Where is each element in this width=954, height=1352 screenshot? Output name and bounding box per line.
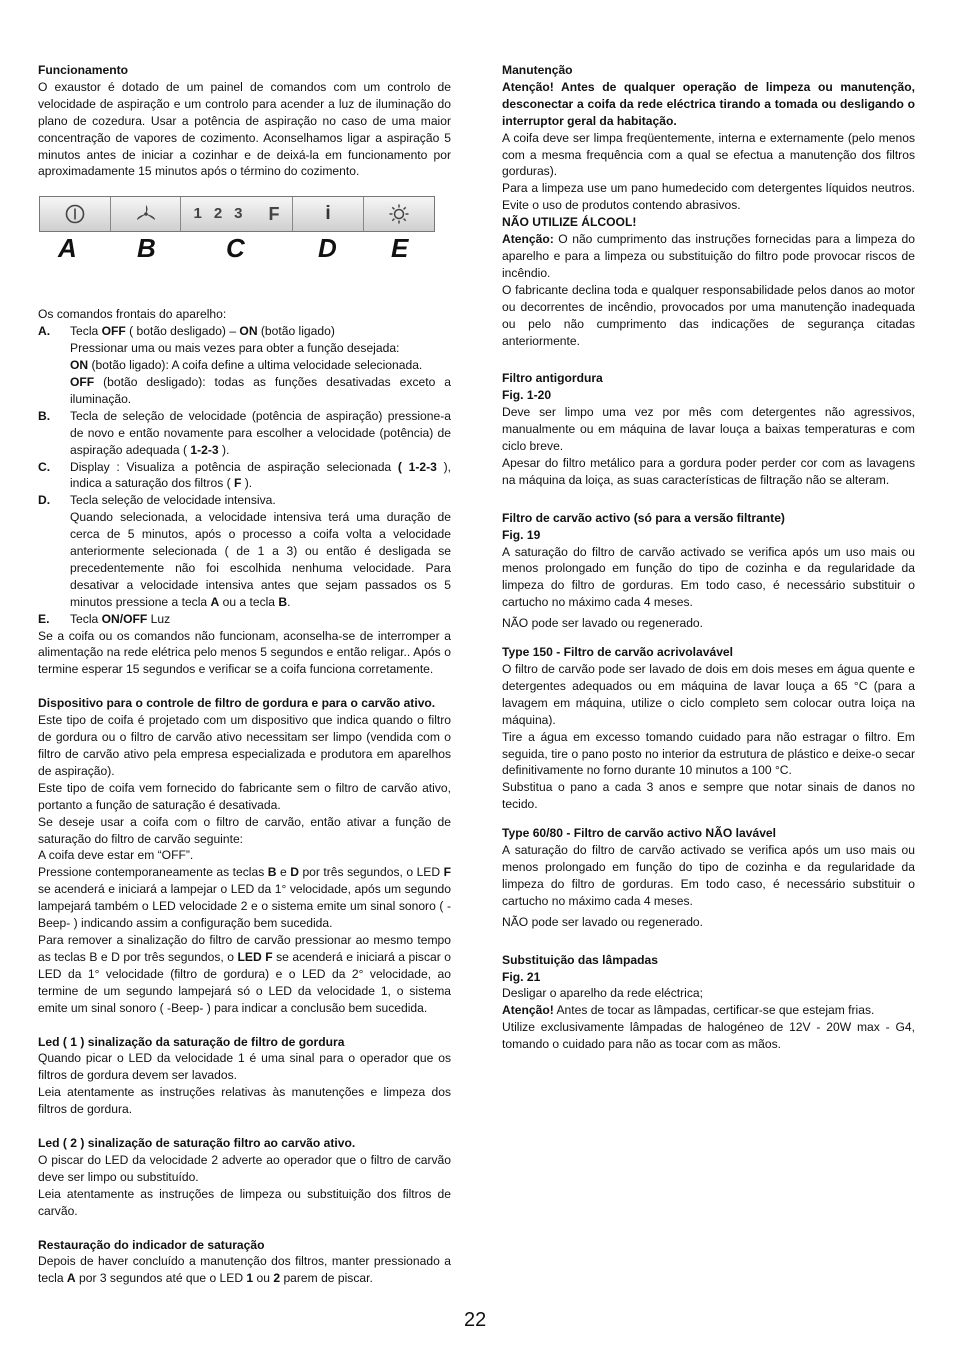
commands-intro: Os comandos frontais do aparelho: [38,307,227,322]
info-icon: i [325,202,331,224]
command-item-a-sub: Pressionar uma ou mais vezes para obter a função desejada: [70,341,400,356]
key-a-power [40,197,111,231]
power-icon [64,203,86,225]
display-digit-3: 3 [234,204,243,222]
section-title-manutencao: Manutenção [502,63,573,77]
page-number: 22 [464,1309,487,1331]
right-column: Manutenção Atenção! Antes de qualquer operação de limpeza ou manutenção, desconectar a coifa da rede eléctrica tirando a tomada ou desligando o interruptor geral da habitação. A coifa deve ser limpa freqüentemente, interna e externamente (pelo menos com a mesma frequência com a qual se efectua a manutenção dos filtros gorduras). Para a limpeza use um pano humedecido com detergentes líquidos neutros. Evite o uso de produtos contendo abrasivos. NÃO UTILIZE ÁLCOOL! Atenção: O não cumprimento das instruções fornecidas para a limpeza do aparelho e para a limpeza ou substituição do filtro pode provocar riscos de incêndio. O fabricante declina toda e qualquer responsabilidade pelos danos ao motor ou decorrentes de incêndio, provocados por uma manutenção inadequada ou pelo não cumprimento das indicações de segurança citadas anteriormente. Filtro antigordura Fig. 1-20 Deve ser limpo uma vez por mês com detergentes não agressivos, manualmente ou em máquina de lavar louça a baixas temperaturas e com ciclo breve. Apesar do filtro metálico para a gordura poder perder cor com as lavagens na máquina da loiça, as suas características de filtração não se alteram. Filtro de carvão activo (só para a versão filtrante) Fig. 19 A saturação do filtro de carvão activado se verifica após um uso mais ou menos prolongado em função do tipo de cozinha e da regularidade da limpeza do filtro de gorduras. Em todo caso, é necessário substituir o cartucho no máximo cada 4 meses. NÃO pode ser lavado ou regenerado. Type 150 - Filtro de carvão acrivolavável O filtro de carvão pode ser lavado de dois em dois meses em água quente e detergentes adequados ou em máquina de lavar louça a 65 °C (para a lavagem em máquina, utilize o ciclo completo sem colocar outra loiça na máquina). Tire a água em excesso tomando cuidado para não estragar o filtro. Em seguida, tire o pano posto no interior da estrutura de plástico e deixe-o secar definitivamente no forno durante 10 minutos a 100 °C. Substitua o pano a cada 3 anos e sempre que notar sinais de danos no tecido. Type 60/80 - Filtro de carvão activo NÃO lavável A saturação do filtro de carvão activado se verifica após um uso mais ou menos prolongado em função do tipo de cozinha e da regularidade da limpeza do filtro de gorduras. Em todo caso, é necessário substituir o cartucho no máximo cada 4 meses. NÃO pode ser lavado ou regenerado. Substituição das lâmpadas Fig. 21 Desligar o aparelho da rede eléctrica; Atenção! Antes de tocar as lâmpadas, certificar-se que estejam frias. Utilize exclusivamente lâmpadas de halogéneo de 12V - 20W max - G4, tomando o cuidado para não as tocar com as mãos. [502,63,915,1052]
section-title-type6080: Type 60/80 - Filtro de carvão activo NÃO lavável [502,826,777,841]
key-e-light [364,197,434,231]
section-title-filtro-carvao: Filtro de carvão activo (só para a versão filtrante) [502,510,785,525]
display-c [181,197,293,231]
command-item-e: E. Tecla ON/OFF Luz [38,611,171,626]
panel-letter-c: C [226,233,245,264]
control-panel-figure [38,182,451,306]
no-alcohol-warning: NÃO UTILIZE ÁLCOOL! [502,215,637,230]
left-column: Funcionamento O exaustor é dotado de um painel de comandos com um controlo de velocidade de aspiração e um controlo para acender a luz de iluminação do plano de cozedura. Usar a potência de aspiração no caso de uma maior concentração de vapores de cozimento. Aconselhamos ligar a aspiração 5 minutos antes de iniciar a cozinhar e de deixá-la em funcionamento por aproximadamente 15 minutos após o término do cozimento. 1 2 3 F i A B C D E Os comandos frontais do aparelho: A. Tecla OFF ( botão desligado) – ON (botão ligado) Pressionar uma ou mais vezes para obter a função desejada: ON (botão ligado): A coifa define a ultima velocidade selecionada. OFF (botão desligado): todas as funções desativadas exceto a iluminação. B. Tecla de seleção de velocidade (potência de aspiração) pressione-a de novo e então novamente para escolher a velocidade (potência) de aspiração adequada ( 1-2-3 ). C. Display : Visualiza a potência de aspiração selecionada ( 1-2-3 ), indica a saturação dos filtros ( F ). D. Tecla seleção de velocidade intensiva. Quando selecionada, a velocidade intensiva terá uma duração de cerca de 5 minutos, após o processo a coifa volta a velocidade anteriormente selecionada ( de 1 a 3) ou então é desligada se precedentemente não foi escolhida nenhuma velocidade. Para desativar a velocidade intensiva antes que sejam passados os 5 minutos pressione a tecla A ou a tecla B. E. Tecla ON/OFF Luz Se a coifa ou os comandos não funcionam, aconselha-se de interromper a alimentação na rede elétrica pelo menos 5 segundos e então religar.. Após o termine esperar 15 segundos e verificar se a coifa funciona corretamente. Dispositivo para o controle de filtro de gordura e para o carvão ativo. Este tipo de coifa é projetado com um dispositivo que indica quando o filtro de gordura ou o filtro de carvão ativo necessitam ser limpo (vendida com o filtro de carvão ativo pela empresa especializada e produtora em aparelhos de aspiração). Este tipo de coifa vem fornecido do fabricante sem o filtro de carvão ativo, portanto a função de saturação é desativada. Se deseje usar a coifa com o filtro de carvão, então ativar a função de saturação do filtro de carvão seguinte: A coifa deve estar em “OFF”. Pressione contemporaneamente as teclas B e D por três segundos, o LED F se acenderá e iniciará a lampejar o LED da 1° velocidade, após um segundo lampejará também o LED velocidade 2 e o sistema emite um sinal sonoro ( -Beep- ) indicando assim a configuração bem sucedida. Para remover a sinalização do filtro de carvão pressionar ao mesmo tempo as teclas B e D por três segundos, o LED F se acenderá e iniciará a piscar o LED da 1° velocidade (filtro de gordura) e o LED da 2° velocidade, ao termine de um segundo lampejará só o LED da velocidade 1, o sistema emite um sinal sonoro ( -Beep- ) para indicar a conclusão bem sucedida. Led ( 1 ) sinalização da saturação de filtro de gordura Quando picar o LED da velocidade 1 é uma sinal para o operador que os filtros de gordura devem ser lavados. Leia atentamente as instruções relativas às manutenções e limpeza dos filtros de gordura. Led ( 2 ) sinalização de saturação filtro ao carvão ativo. O piscar do LED da velocidade 2 adverte ao operador que o filtro de carvão deve ser limpo ou substituído. Leia atentamente as instruções de limpeza ou substituição dos filtros de carvão. Restauração do indicador de saturação Depois de haver concluído a manutenção dos filtros, manter pressionado a tecla A por 3 segundos até que o LED 1 ou 2 parem de piscar. [38,63,452,1286]
maintenance-warning: Atenção! Antes de qualquer operação de limpeza ou manutenção, desconectar a coifa da rede eléctrica tirando a tomada ou desligando o interruptor geral da habitação. [502,79,915,128]
section-title-restauracao: Restauração do indicador de saturação [38,1237,265,1252]
panel-letter-d: D [318,233,337,264]
figure-ref: Fig. 1-20 [502,388,552,403]
panel-letters [38,233,438,266]
command-item-d: D. Tecla seleção de velocidade intensiva. [38,493,276,508]
section-title-lampadas: Substituição das lâmpadas [502,952,658,967]
key-d-intensive [293,197,364,231]
reset-paragraph: Se a coifa ou os comandos não funcionam, aconselha-se de interromper a alimentação na rede elétrica pelo menos 5 segundos e então religar.. Após o termine esperar 15 segundos e verificar se a coifa funciona corretamente. [38,628,451,677]
panel-letter-e: E [391,233,409,264]
command-item-a: A. Tecla OFF ( botão desligado) – ON (botão ligado) [38,324,335,339]
section-title-led1: Led ( 1 ) sinalização da saturação de filtro de gordura [38,1034,345,1049]
section-title-led2: Led ( 2 ) sinalização de saturação filtro ao carvão ativo. [38,1136,356,1151]
section-title-filtro-antigordura: Filtro antigordura [502,371,603,386]
panel-letter-b: B [137,233,156,264]
light-icon [388,203,410,225]
display-filter-f: F [268,203,280,224]
figure-ref: Fig. 19 [502,527,541,542]
display-digit-1: 1 [193,204,202,222]
command-item-b: B. Tecla de seleção de velocidade (potência de aspiração) pressione-a de novo e então novamente para escolher a velocidade (potência) de aspiração adequada ( 1-2-3 ). [38,408,451,457]
key-b-fan [111,197,181,231]
section-title-type150: Type 150 - Filtro de carvão acrivolavável [502,645,734,660]
section-title-dispositivo: Dispositivo para o controle de filtro de gordura e para o carvão ativo. [38,696,436,711]
paragraph: O exaustor é dotado de um painel de comandos com um controlo de velocidade de aspiração e um controlo para acender a luz de iluminação do plano de cozedura. Usar a potência de aspiração no caso de uma maior concentração de vapores de cozimento. Aconselhamos ligar a aspiração 5 minutos antes de iniciar a cozinhar e de deixá-la em funcionamento por aproximadamente 15 minutos após o término do cozimento. [38,79,451,179]
fan-icon [134,203,158,225]
section-title-funcionamento: Funcionamento [38,63,129,77]
display-digit-2: 2 [213,204,223,222]
figure-ref: Fig. 21 [502,969,541,984]
panel-letter-a: A [58,233,77,264]
control-panel [39,196,435,232]
command-item-c: C. Display : Visualiza a potência de aspiração selecionada ( 1-2-3 ), indica a saturação dos filtros ( F ). [38,459,452,491]
